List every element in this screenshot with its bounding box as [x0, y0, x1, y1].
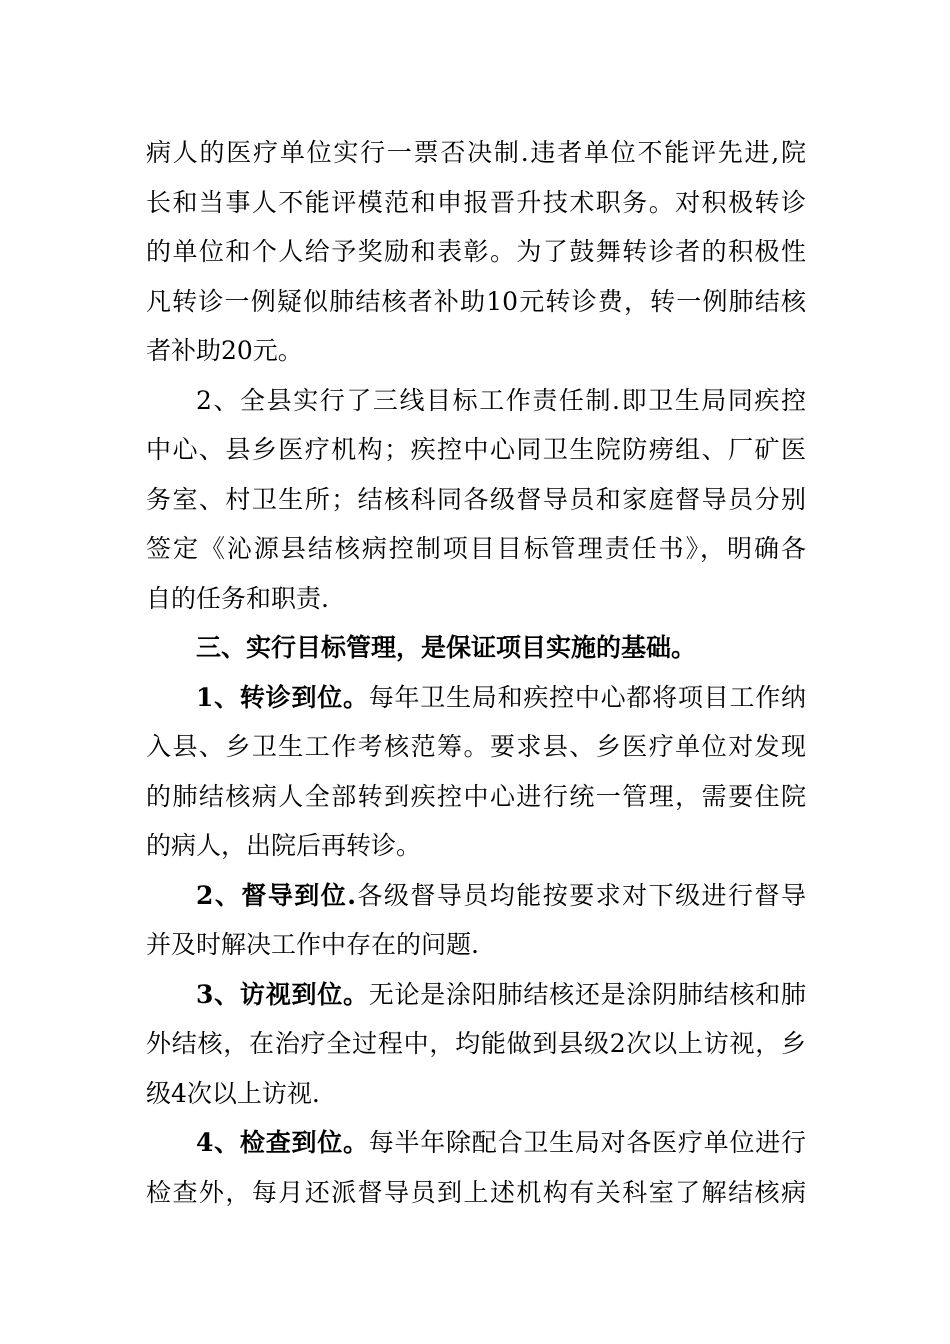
paragraph-line [146, 178, 806, 228]
paragraph-line [146, 920, 806, 970]
line-text: 中心、县乡医疗机构；疾控中心同卫生院防痨组、厂矿医 [146, 435, 806, 464]
paragraph-line [146, 277, 806, 327]
paragraph-line [146, 1069, 806, 1119]
paragraph-line [146, 772, 806, 822]
paragraph-line [146, 128, 806, 178]
paragraph-line [146, 574, 806, 624]
line-text: 者补助20元。 [146, 336, 303, 365]
paragraph-line [146, 376, 806, 426]
line-text: 2、全县实行了三线目标工作责任制.即卫生局同疾控 [196, 385, 806, 415]
paragraph-line [146, 1168, 806, 1218]
line-text: 的肺结核病人全部转到疾控中心进行统一管理，需要住院 [146, 781, 806, 811]
line-text: 务室、村卫生所；结核科同各级督导员和家庭督导员分别 [146, 484, 806, 514]
paragraph-line [146, 326, 806, 376]
paragraph-line [146, 1118, 806, 1168]
section-heading [146, 623, 806, 673]
paragraph-line [146, 871, 806, 921]
item-lead: 1、转诊到位。 [196, 682, 369, 712]
item-lead: 4、检查到位。 [196, 1128, 369, 1157]
paragraph-line [146, 524, 806, 574]
line-text: 自的任务和职责. [146, 583, 329, 613]
line-text: 的单位和个人给予奖励和表彰。为了鼓舞转诊者的积极性 [146, 237, 806, 266]
paragraph-line [146, 970, 806, 1020]
line-text: 入县、乡卫生工作考核范筹。要求县、乡医疗单位对发现 [146, 732, 806, 761]
line-text: 病人的医疗单位实行一票否决制.违者单位不能评先进,院 [146, 138, 806, 167]
paragraph-line [146, 227, 806, 277]
paragraph-line [146, 673, 806, 723]
document-body [146, 128, 806, 1217]
paragraph-line [146, 722, 806, 772]
paragraph-line [146, 425, 806, 475]
paragraph-line [146, 475, 806, 525]
line-text: 的病人，出院后再转诊。 [146, 831, 422, 860]
item-lead: 2、督导到位. [196, 880, 356, 910]
line-text: 凡转诊一例疑似肺结核者补助10元转诊费，转一例肺结核 [146, 286, 806, 316]
line-text: 签定《沁源县结核病控制项目目标管理责任书》，明确各 [146, 534, 806, 563]
paragraph-line [146, 1019, 806, 1069]
section-heading-text: 三、实行目标管理，是保证项目实施的基础。 [196, 633, 697, 662]
line-text: 级4次以上访视. [146, 1078, 320, 1108]
line-text: 无论是涂阳肺结核还是涂阴肺结核和肺 [368, 979, 806, 1009]
item-lead: 3、访视到位。 [196, 979, 369, 1009]
line-text: 各级督导员均能按要求对下级进行督导 [355, 880, 806, 910]
line-text: 外结核，在治疗全过程中，均能做到县级2次以上访视，乡 [146, 1029, 806, 1058]
line-text: 检查外，每月还派督导员到上述机构有关科室了解结核病 [146, 1177, 806, 1207]
paragraph-line [146, 821, 806, 871]
line-text: 每半年除配合卫生局对各医疗单位进行 [368, 1128, 806, 1157]
line-text: 并及时解决工作中存在的问题. [146, 930, 479, 959]
line-text: 长和当事人不能评模范和申报晋升技术职务。对积极转诊 [146, 187, 806, 217]
line-text: 每年卫生局和疾控中心都将项目工作纳 [368, 682, 806, 712]
